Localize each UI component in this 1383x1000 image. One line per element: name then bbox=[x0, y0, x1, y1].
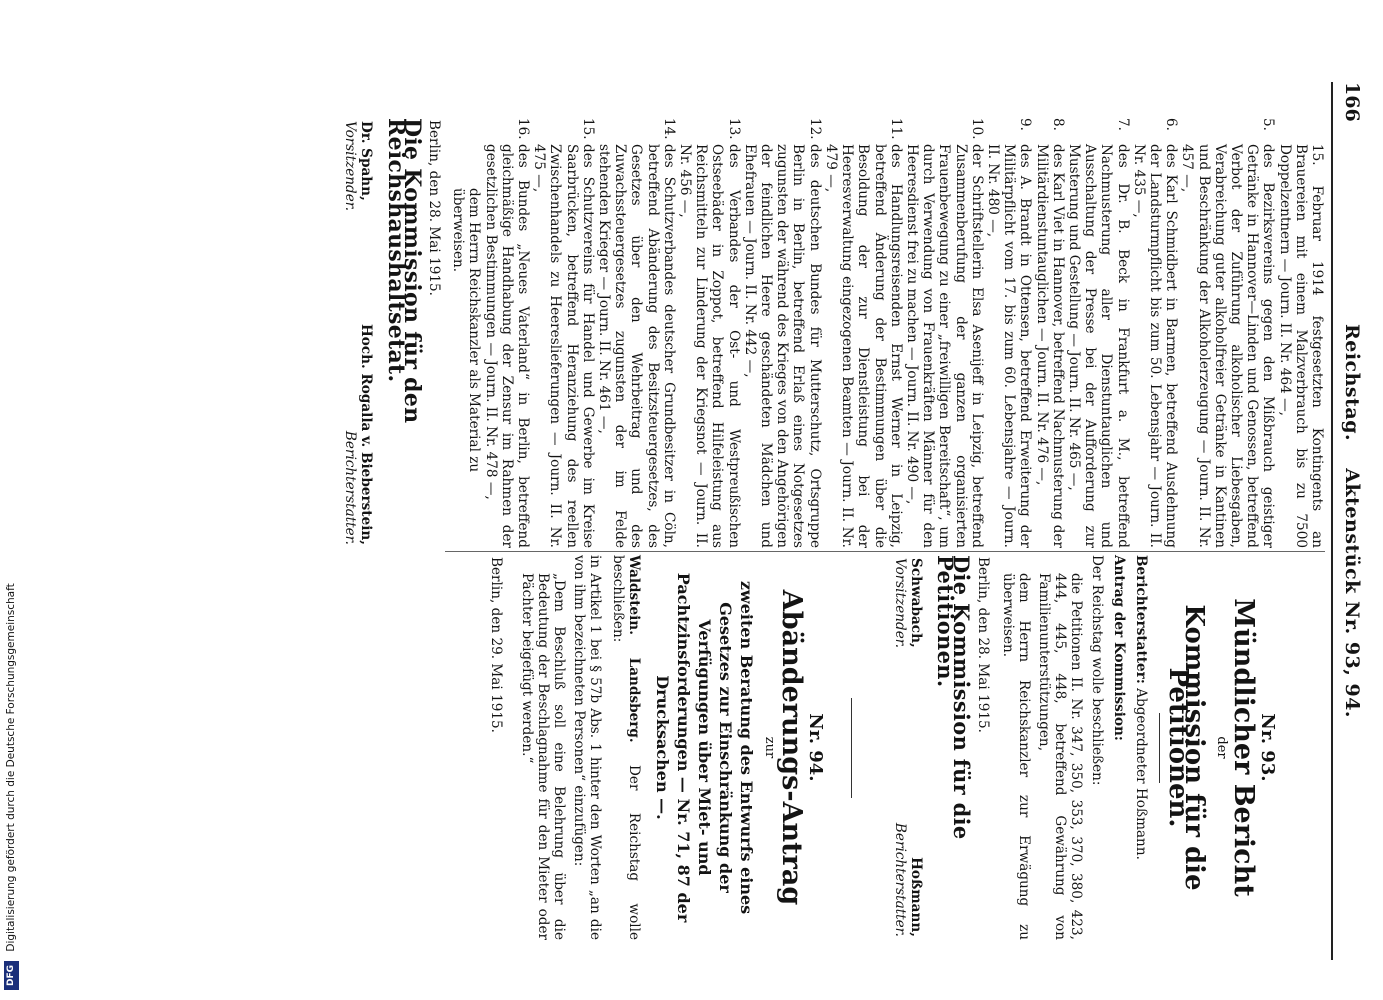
closing-line-1: dem Herrn Reichskanzler als Material zu bbox=[466, 188, 483, 473]
signature-rapporteur: Hoch. Rogalla v. Bieberstein, bbox=[358, 323, 375, 545]
report-der: der bbox=[1213, 736, 1229, 759]
funding-note bbox=[0, 0, 22, 1000]
petition-number: 10. bbox=[968, 118, 985, 140]
petition-text: des deutschen Bundes für Mutterschutz, Ortsgruppe Berlin in Berlin, betreffend Erlaß eines Notgesetzes zugunsten der während des Krieges von den Angehörigen der feindlichen Heere geschändeten Mädchen und Ehefrauen — Journ. II. Nr. 442 —, bbox=[741, 144, 823, 548]
petition-text: des Dr. B. Beck in Frankfurt a. M., betreffend Nachmusterung aller Dienstuntauglichen und Ausschaltung der Presse bei der Aufforderung zur Musterung und Gestellung — Journ. II. Nr. 465 —, bbox=[1065, 144, 1131, 548]
signature-block bbox=[339, 118, 377, 548]
signature-chair: Dr. Spahn, bbox=[358, 121, 375, 201]
motion-intro: Der Reichstag wolle beschließen: bbox=[1088, 555, 1105, 786]
petition-number: 12. bbox=[806, 118, 823, 140]
petition-entry bbox=[742, 118, 823, 548]
signature-rapporteur-role: Berichterstatter. bbox=[342, 430, 359, 545]
amendment-intro: Der Reichstag wolle beschließen: bbox=[609, 555, 642, 940]
column-divider bbox=[445, 551, 1325, 552]
document-number-94: Nr. 94. bbox=[805, 713, 827, 782]
signature-chair-role: Vorsitzender. bbox=[342, 121, 359, 212]
petition-text: des Schutzverbandes deutscher Grundbesitzer in Cöln, betreffend Abänderung des Besitzsteuergesetzes, des Gesetzes über den Wehrbeitrag und des Zuwachssteuergesetzes zugunsten der im Felde stehenden Krieger — Journ. II. Nr. 461 —, bbox=[596, 144, 677, 548]
divider-rule bbox=[1159, 713, 1160, 783]
section-rule bbox=[851, 698, 852, 798]
petition-number: 7. bbox=[1114, 118, 1131, 131]
petition-entry bbox=[823, 118, 904, 548]
petition-entry bbox=[596, 118, 677, 548]
petition-text: des Bezirksvereins gegen den Mißbrauch geistiger Getränke in Hannover—Linden und Genossen, betreffend Verbot der Zuführung alkoholischer Liebesgaben, Verabreichung guter alkoholfreier Getränke in Kantinen und Beschränkung der Alkoholerzeugung — Journ. II. Nr. 457 —, bbox=[1179, 144, 1277, 548]
petition-entry bbox=[1276, 118, 1325, 548]
motion-body: die Petitionen II. Nr. 347, 350, 353, 370, 380, 423, 444, 445, 448, betreffend Gewährung von Familienunterstützungen, bbox=[1035, 573, 1085, 940]
dfg-logo: DFG bbox=[4, 961, 19, 990]
running-title-middle: Aktenstück Nr. 93, 94. bbox=[1341, 468, 1363, 719]
petition-entry bbox=[1179, 118, 1276, 548]
commission-93: Die Kommission für die Petitionen. bbox=[932, 555, 975, 840]
petition-number: 8. bbox=[1049, 118, 1066, 131]
signature-93-chair: Schwabach, bbox=[907, 558, 924, 648]
running-title bbox=[1341, 82, 1363, 960]
petition-text: des Handlungsreisenden Ernst Werner in Leipzig, betreffend Änderung der Bestimmungen über die Besoldung der zur Dienstleistung bei der Heeresverwaltung eingezogenen Beamten — Journ. II. Nr. 479 —, bbox=[822, 144, 904, 548]
motion-label: Antrag der Kommission: bbox=[1110, 555, 1127, 741]
report-commission: Kommission für die Petitionen. bbox=[1163, 604, 1210, 891]
amendment-names: Waldstein. Landsberg. bbox=[625, 555, 642, 743]
amendment-quote: „Dem Beschluß soll eine Belehrung über die Bedeutung der Beschlagnahme für den Mieter oder Pächter beigefügt werden.“ bbox=[518, 573, 567, 940]
petition-number: 15. bbox=[579, 118, 596, 140]
amendment-subject: zweiten Beratung des Entwurfs eines Gesetzes zur Einschränkung der Verfügungen über Miet- und Pachtzinsforderungen — Nr. 71, 87 der Drucksachen —. bbox=[652, 572, 756, 923]
amendment-zur: zur bbox=[761, 736, 777, 759]
signature-93-chair-role: Vorsitzender. bbox=[891, 558, 908, 649]
page-number: 166 bbox=[1341, 82, 1363, 122]
petition-text: des Bundes „Neues Vaterland“ in Berlin, betreffend gleichmäßige Handhabung der Zensur im Rahmen der gesetzlichen Bestimmungen — Journ. II. Nr. 478 —, bbox=[482, 144, 532, 548]
petition-entry bbox=[482, 118, 531, 548]
running-title-left: Reichstag. bbox=[1341, 323, 1363, 442]
petition-entry bbox=[677, 118, 742, 548]
page-header bbox=[1331, 82, 1363, 960]
petition-entry bbox=[985, 118, 1034, 548]
date-line-93: Berlin, den 28. Mai 1915. bbox=[975, 557, 992, 733]
rapporteur-label: Berichterstatter: bbox=[1132, 555, 1149, 684]
amendment-instruction: in Artikel 1 bei § 57b Abs. 1 hinter den Worten „an die von ihm bezeichneten Personen“ einzufügen: bbox=[571, 555, 604, 940]
petition-text: des A. Brandt in Ottensen, betreffend Erweiterung der Militärpflicht vom 17. bis zum 60. Lebensjahre — Journ. II. Nr. 480 —, bbox=[984, 144, 1034, 548]
signature-93-rapporteur-role: Berichterstatter. bbox=[891, 822, 908, 937]
petition-entry bbox=[1033, 118, 1065, 548]
closing-line-2: überweisen. bbox=[450, 188, 467, 273]
petition-number: 11. bbox=[887, 118, 904, 140]
closing-lines bbox=[450, 118, 482, 548]
petition-number: 13. bbox=[725, 118, 742, 140]
petition-number: 16. bbox=[515, 118, 532, 140]
commission-title: Die Kommission für den Reichshaushaltsetat. bbox=[382, 118, 425, 424]
report-title: Mündlicher Bericht bbox=[1227, 598, 1259, 897]
petition-list bbox=[482, 118, 1325, 548]
motion-close: dem Herrn Reichskanzler zur Erwägung zu überweisen. bbox=[999, 573, 1032, 940]
date-line: Berlin, den 28. Mai 1915. bbox=[426, 120, 443, 296]
petition-entry bbox=[531, 118, 596, 548]
signature-block-93 bbox=[888, 555, 926, 940]
rapporteur-line bbox=[1133, 555, 1149, 940]
petition-entry bbox=[1131, 118, 1180, 548]
amendment-paragraph bbox=[609, 555, 641, 940]
petition-number: 14. bbox=[660, 118, 677, 140]
petition-entry bbox=[1066, 118, 1131, 548]
petition-number: 6. bbox=[1163, 118, 1180, 131]
funding-text: Digitalisierung gefördert durch die Deutsche Forschungsgemeinschaft bbox=[5, 583, 17, 952]
petition-text: der Schriftstellerin Elsa Asenijeff in Leipzig, betreffend Zusammenberufung der ganzen organisierten Frauenbewegung zu einer „freiwilligen Bereitschaft“, um durch Verwendung von Frauenkräften Männer für den Heeresdienst frei zu machen — Journ. II. Nr. 490 —, bbox=[903, 144, 985, 548]
petition-text: 15. Februar 1914 festgesetzten Kontingents an Brauereien mit einem Malzverbrauch bis zu 7500 Doppelzentnern — Journ. II. Nr. 464 —, bbox=[1276, 144, 1325, 548]
petition-text: des Karl Viet in Hannover, betreffend Nachmusterung der Militärdienstuntauglichen — Journ. II. Nr. 476 —, bbox=[1033, 144, 1066, 548]
document-number-93: Nr. 93. bbox=[1257, 713, 1278, 782]
petition-number: 5. bbox=[1260, 118, 1277, 131]
petition-entry bbox=[904, 118, 985, 548]
amendment-title: Abänderungs-Antrag bbox=[776, 589, 808, 906]
petition-text: des Karl Schmidbert in Barmen, betreffend Ausdehnung der Landsturmpflicht bis zum 50. Lebensjahr — Journ. II. Nr. 435 —, bbox=[1130, 144, 1180, 548]
date-line-94: Berlin, den 29. Mai 1915. bbox=[488, 557, 505, 733]
rapporteur-name: Abgeordneter Hoßmann. bbox=[1132, 688, 1149, 860]
right-column bbox=[488, 555, 1325, 940]
petition-text: des Schutzvereins für Handel und Gewerbe im Kreise Saarbrücken, betreffend Heranziehung des reellen Zwischenhandels zu Heereslieferungen — Journ. II. Nr. 475 —, bbox=[531, 144, 596, 548]
left-column bbox=[339, 118, 1325, 548]
petition-text: des Verbandes der Ost- und Westpreußischen Ostseebäder in Zoppot, betreffend Hilfeleistung aus Reichsmitteln zur Linderung der Kriegsnot — Journ. II. Nr. 456 —, bbox=[677, 144, 742, 548]
signature-93-rapporteur: Hoßmann, bbox=[907, 857, 924, 937]
petition-number: 9. bbox=[1017, 118, 1034, 131]
